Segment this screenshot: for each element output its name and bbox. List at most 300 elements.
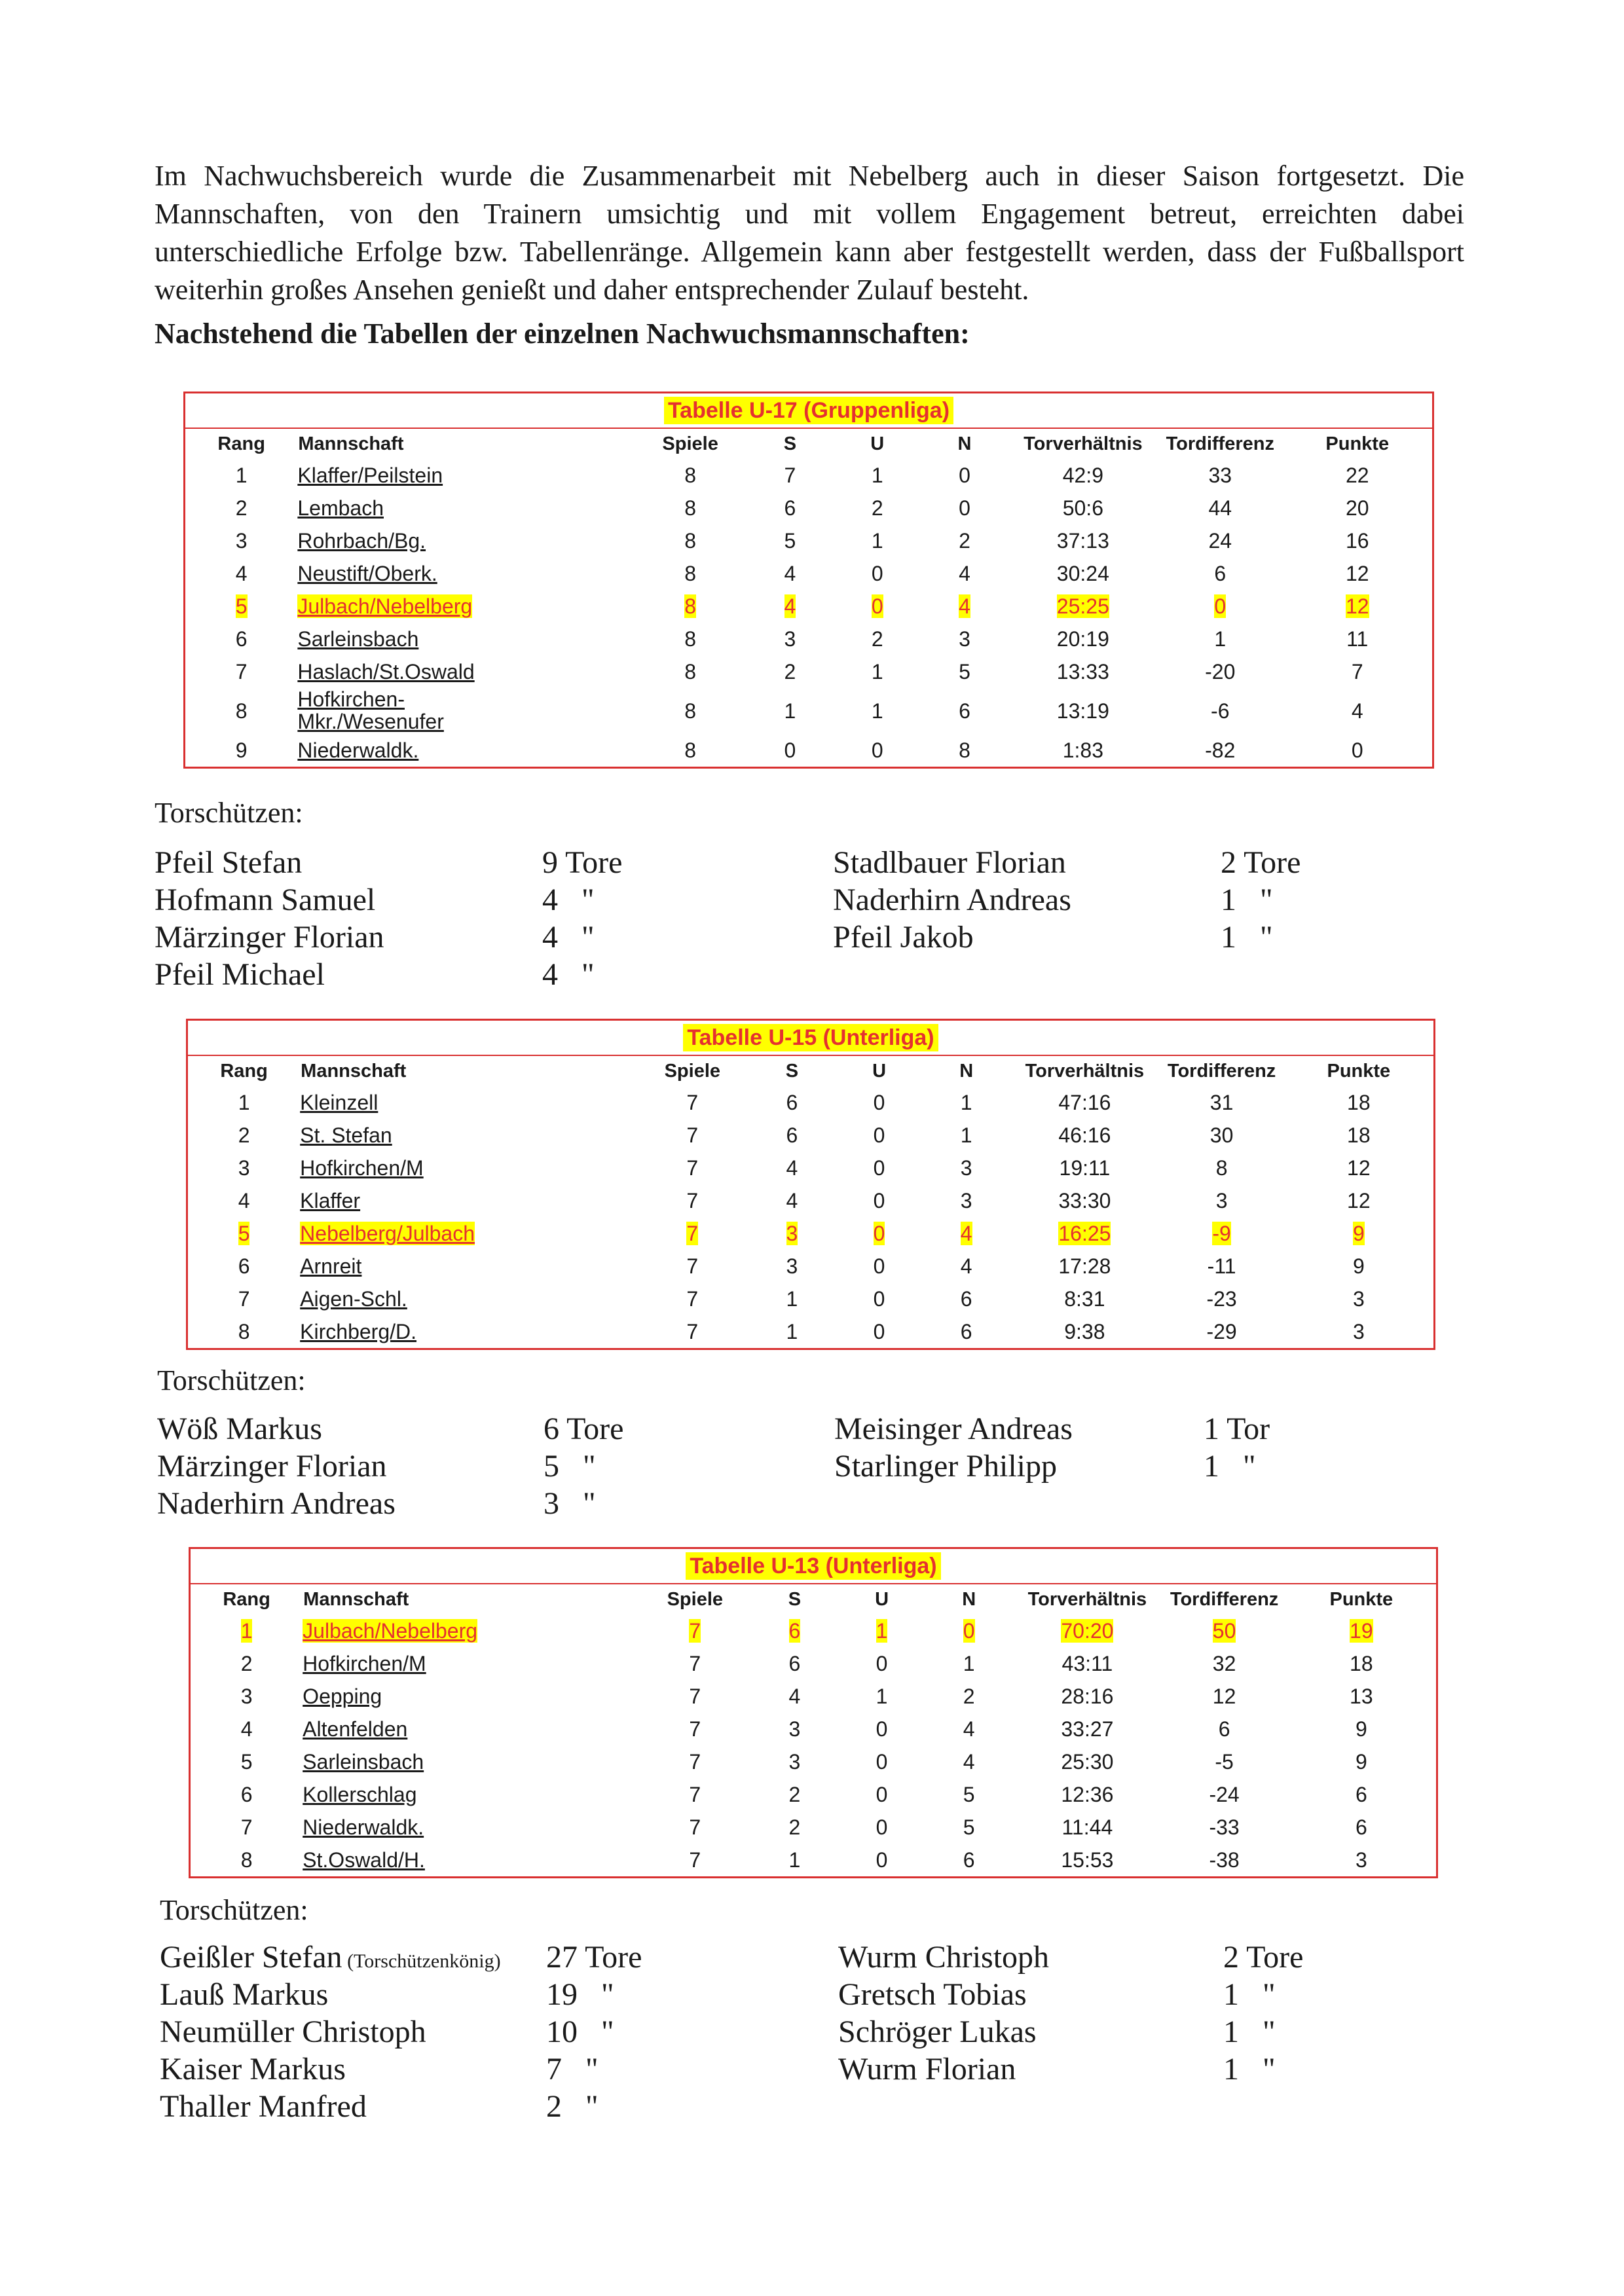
col-rang: 1 <box>238 1090 250 1114</box>
table-row <box>191 1778 1436 1811</box>
header-col-tore: Torverhältnis <box>1025 1060 1145 1082</box>
col-team: Niederwaldk. <box>297 738 419 762</box>
col-tore: 37:13 <box>1056 528 1109 553</box>
col-n: 4 <box>960 1221 972 1245</box>
col-rang: 2 <box>240 1651 253 1675</box>
col-n: 5 <box>963 1782 975 1806</box>
col-n: 2 <box>963 1684 975 1708</box>
col-s: 3 <box>786 1221 798 1245</box>
header-col-tore: Torverhältnis <box>1024 433 1143 454</box>
col-u: 0 <box>871 561 883 585</box>
col-tore: 70:20 <box>1061 1618 1114 1643</box>
col-tore: 11:44 <box>1061 1815 1113 1839</box>
standings-table <box>185 429 1432 767</box>
table-row <box>188 1283 1433 1315</box>
col-u: 0 <box>873 1286 885 1311</box>
scorer-goals: 4 " <box>542 920 595 955</box>
col-team: Hofkirchen/M <box>300 1156 424 1180</box>
col-s: 4 <box>788 1684 801 1708</box>
header-col-s: S <box>785 1060 799 1082</box>
table-title-text: Tabelle U-17 (Gruppenliga) <box>664 397 953 424</box>
col-diff: 24 <box>1208 528 1232 553</box>
table-row <box>185 524 1432 557</box>
col-spiele: 7 <box>686 1123 699 1147</box>
scorer-name: Wurm Christoph <box>838 1940 1050 1975</box>
col-n: 6 <box>963 1848 975 1872</box>
col-rang: 7 <box>240 1815 253 1839</box>
col-team: Arnreit <box>300 1254 362 1278</box>
scorer-goals: 2 Tore <box>1221 845 1301 880</box>
col-team: Kleinzell <box>300 1090 378 1114</box>
header-col-s: S <box>788 1588 802 1610</box>
col-rang: 6 <box>238 1254 250 1278</box>
table-row <box>185 655 1432 688</box>
table-row <box>191 1680 1436 1713</box>
standings-table <box>191 1584 1436 1876</box>
header-col-punkte: Punkte <box>1325 433 1390 454</box>
col-spiele: 7 <box>689 1684 701 1708</box>
col-punkte: 9 <box>1355 1749 1367 1774</box>
col-n: 6 <box>960 1319 972 1343</box>
col-u: 1 <box>876 1618 888 1643</box>
header-col-rang: Rang <box>217 433 265 454</box>
col-punkte: 18 <box>1350 1651 1373 1675</box>
col-tore: 13:19 <box>1056 699 1109 723</box>
scorer-goals: 4 " <box>542 883 595 917</box>
col-diff: 31 <box>1209 1090 1234 1114</box>
col-n: 4 <box>963 1717 975 1741</box>
header-col-u: U <box>870 433 885 454</box>
col-s: 5 <box>784 528 796 553</box>
scorer-goals: 1 " <box>1221 920 1273 955</box>
header-col-tore: Torverhältnis <box>1027 1588 1147 1610</box>
scorer-name: Gretsch Tobias <box>838 1977 1027 2012</box>
scorer-name: Schröger Lukas <box>838 2014 1037 2049</box>
header-col-team: Mannschaft <box>303 1588 409 1610</box>
col-s: 4 <box>784 594 796 618</box>
header-col-punkte: Punkte <box>1329 1588 1393 1610</box>
scorer-name: Märzinger Florian <box>157 1449 387 1484</box>
col-team: Neustift/Oberk. <box>297 561 437 585</box>
col-spiele: 8 <box>684 594 697 618</box>
table-row <box>191 1614 1436 1647</box>
col-team: St.Oswald/H. <box>303 1848 425 1872</box>
scorers-label: Torschützen: <box>155 797 303 829</box>
col-spiele: 7 <box>689 1717 701 1741</box>
table-u13 <box>189 1547 1438 1878</box>
col-rang: 5 <box>238 1221 250 1245</box>
col-n: 1 <box>960 1090 972 1114</box>
scorer-name: Pfeil Michael <box>155 957 325 992</box>
col-diff: -24 <box>1209 1782 1240 1806</box>
col-rang: 3 <box>235 528 248 553</box>
col-n: 0 <box>963 1618 975 1643</box>
col-punkte: 11 <box>1346 627 1369 651</box>
col-spiele: 7 <box>686 1188 699 1212</box>
col-n: 3 <box>960 1156 972 1180</box>
col-diff: 6 <box>1218 1717 1230 1741</box>
header-col-spiele: Spiele <box>667 1588 724 1610</box>
col-spiele: 7 <box>689 1651 701 1675</box>
col-s: 1 <box>784 699 796 723</box>
col-punkte: 12 <box>1345 561 1369 585</box>
col-tore: 46:16 <box>1058 1123 1111 1147</box>
table-title <box>185 393 1432 429</box>
col-rang: 5 <box>235 594 248 618</box>
scorer-name: Hofmann Samuel <box>155 883 376 917</box>
col-spiele: 7 <box>689 1749 701 1774</box>
col-diff: -6 <box>1211 699 1230 723</box>
standings-table <box>188 1056 1433 1348</box>
col-team: Julbach/Nebelberg <box>297 594 473 618</box>
col-tore: 9:38 <box>1064 1319 1105 1343</box>
col-rang: 6 <box>240 1782 253 1806</box>
scorer-goals: 6 Tore <box>544 1412 624 1446</box>
col-diff: -5 <box>1215 1749 1234 1774</box>
table-row <box>185 557 1432 590</box>
col-spiele: 7 <box>686 1254 699 1278</box>
col-s: 4 <box>786 1188 798 1212</box>
col-punkte: 3 <box>1355 1848 1367 1872</box>
col-s: 1 <box>786 1319 798 1343</box>
col-diff: -20 <box>1205 659 1236 683</box>
col-tore: 28:16 <box>1061 1684 1114 1708</box>
scorer-name: Kaiser Markus <box>160 2052 346 2086</box>
col-tore: 8:31 <box>1064 1286 1105 1311</box>
col-diff: -33 <box>1209 1815 1240 1839</box>
col-spiele: 7 <box>689 1815 701 1839</box>
col-spiele: 8 <box>684 496 697 520</box>
header-col-n: N <box>959 1060 974 1082</box>
col-spiele: 8 <box>684 699 697 723</box>
col-diff: 3 <box>1215 1188 1228 1212</box>
scorer-goals: 7 " <box>546 2052 599 2086</box>
col-spiele: 8 <box>684 659 697 683</box>
col-u: 2 <box>871 627 883 651</box>
col-diff: -11 <box>1207 1254 1236 1278</box>
col-rang: 2 <box>235 496 248 520</box>
header-col-team: Mannschaft <box>298 433 404 454</box>
col-u: 1 <box>871 528 883 553</box>
header-col-team: Mannschaft <box>301 1060 407 1082</box>
scorer-goals: 9 Tore <box>542 845 623 880</box>
col-s: 6 <box>788 1618 801 1643</box>
col-diff: -38 <box>1209 1848 1240 1872</box>
col-rang: 3 <box>238 1156 250 1180</box>
col-u: 0 <box>871 594 883 618</box>
scorers-label: Torschützen: <box>160 1894 308 1926</box>
col-s: 1 <box>786 1286 798 1311</box>
col-punkte: 7 <box>1351 659 1363 683</box>
col-spiele: 7 <box>686 1090 699 1114</box>
col-spiele: 7 <box>689 1782 701 1806</box>
scorer-name: Pfeil Stefan <box>155 845 303 880</box>
col-u: 0 <box>876 1717 888 1741</box>
col-team: Julbach/Nebelberg <box>303 1618 478 1643</box>
col-n: 2 <box>959 528 970 553</box>
col-diff: -82 <box>1205 738 1236 762</box>
col-s: 4 <box>786 1156 798 1180</box>
table-row <box>188 1086 1433 1119</box>
col-n: 0 <box>959 463 970 487</box>
section-heading: Nachstehend die Tabellen der einzelnen Nachwuchsmannschaften: <box>155 318 970 350</box>
scorer-goals: 1 " <box>1204 1449 1256 1484</box>
col-team: Kirchberg/D. <box>300 1319 417 1343</box>
col-rang: 7 <box>235 659 248 683</box>
scorer-goals: 27 Tore <box>546 1940 642 1975</box>
col-punkte: 12 <box>1347 1188 1371 1212</box>
col-u: 0 <box>876 1815 888 1839</box>
scorer-goals: 1 Tor <box>1204 1412 1270 1446</box>
header-col-punkte: Punkte <box>1327 1060 1391 1082</box>
header-col-s: S <box>783 433 797 454</box>
scorer-name: Pfeil Jakob <box>833 920 974 955</box>
col-team: Lembach <box>297 496 384 520</box>
col-s: 2 <box>788 1782 801 1806</box>
table-header-row <box>188 1056 1433 1086</box>
table-header-row <box>191 1584 1436 1614</box>
scorer-name: Thaller Manfred <box>160 2089 367 2124</box>
col-n: 3 <box>960 1188 972 1212</box>
col-rang: 8 <box>240 1848 253 1872</box>
col-team: Sarleinsbach <box>303 1749 424 1774</box>
col-u: 0 <box>873 1123 885 1147</box>
col-u: 1 <box>876 1684 888 1708</box>
col-tore: 15:53 <box>1061 1848 1114 1872</box>
col-s: 0 <box>784 738 796 762</box>
col-punkte: 0 <box>1351 738 1363 762</box>
col-punkte: 20 <box>1345 496 1369 520</box>
header-col-u: U <box>875 1588 889 1610</box>
col-punkte: 9 <box>1352 1221 1365 1245</box>
col-tore: 17:28 <box>1058 1254 1111 1278</box>
col-team: Hofkirchen/M <box>303 1651 426 1675</box>
scorer-name: Neumüller Christoph <box>160 2014 426 2049</box>
col-rang: 2 <box>238 1123 250 1147</box>
col-diff: 1 <box>1214 627 1227 651</box>
col-u: 0 <box>873 1319 885 1343</box>
col-tore: 13:33 <box>1056 659 1109 683</box>
col-s: 1 <box>788 1848 801 1872</box>
table-u15 <box>186 1019 1435 1350</box>
col-spiele: 7 <box>689 1848 701 1872</box>
table-row <box>191 1647 1436 1680</box>
table-row <box>191 1811 1436 1844</box>
col-team: Niederwaldk. <box>303 1815 424 1839</box>
col-diff: 50 <box>1212 1618 1236 1643</box>
col-n: 4 <box>960 1254 972 1278</box>
scorer-goals: 5 " <box>544 1449 596 1484</box>
scorer-goals: 19 " <box>546 1977 614 2012</box>
col-u: 1 <box>871 659 883 683</box>
scorer-goals: 2 " <box>546 2089 599 2124</box>
header-col-n: N <box>962 1588 976 1610</box>
col-punkte: 9 <box>1352 1254 1365 1278</box>
col-u: 0 <box>873 1156 885 1180</box>
col-rang: 1 <box>235 463 248 487</box>
col-tore: 12:36 <box>1061 1782 1114 1806</box>
table-row <box>185 590 1432 623</box>
col-n: 4 <box>959 561 970 585</box>
col-spiele: 7 <box>689 1618 701 1643</box>
col-spiele: 7 <box>686 1221 699 1245</box>
scorer-name: Lauß Markus <box>160 1977 329 2012</box>
col-tore: 25:30 <box>1061 1749 1114 1774</box>
col-diff: 44 <box>1208 496 1232 520</box>
col-tore: 25:25 <box>1056 594 1109 618</box>
table-title <box>191 1549 1436 1584</box>
scorer-name: Geißler Stefan (Torschützenkönig) <box>160 1940 501 1975</box>
col-u: 0 <box>876 1848 888 1872</box>
col-tore: 30:24 <box>1056 561 1109 585</box>
col-spiele: 8 <box>684 561 697 585</box>
scorer-name: Wöß Markus <box>157 1412 322 1446</box>
scorer-name: Wurm Florian <box>838 2052 1016 2086</box>
col-punkte: 4 <box>1351 699 1363 723</box>
col-punkte: 3 <box>1352 1319 1365 1343</box>
col-u: 0 <box>871 738 883 762</box>
col-team: St. Stefan <box>300 1123 392 1147</box>
col-diff: 30 <box>1209 1123 1234 1147</box>
scorer-goals: 10 " <box>546 2014 614 2049</box>
col-n: 5 <box>959 659 970 683</box>
col-n: 8 <box>959 738 970 762</box>
col-diff: -29 <box>1206 1319 1237 1343</box>
table-row <box>188 1184 1433 1217</box>
scorer-name: Stadlbauer Florian <box>833 845 1066 880</box>
table-title-text: Tabelle U-15 (Unterliga) <box>683 1024 938 1051</box>
col-u: 0 <box>876 1782 888 1806</box>
scorers-label: Torschützen: <box>157 1364 306 1396</box>
col-s: 3 <box>788 1749 801 1774</box>
col-team: Hofkirchen-Mkr./Wesenufer <box>297 687 444 733</box>
table-row <box>185 623 1432 655</box>
header-col-diff: Tordifferenz <box>1166 433 1274 454</box>
col-punkte: 18 <box>1347 1123 1371 1147</box>
col-spiele: 8 <box>684 463 697 487</box>
col-tore: 33:27 <box>1061 1717 1114 1741</box>
col-diff: 0 <box>1214 594 1227 618</box>
col-rang: 9 <box>235 738 248 762</box>
col-team: Altenfelden <box>303 1717 408 1741</box>
table-header-row <box>185 429 1432 459</box>
col-n: 5 <box>963 1815 975 1839</box>
col-rang: 4 <box>240 1717 253 1741</box>
table-row <box>191 1713 1436 1745</box>
header-col-rang: Rang <box>223 1588 270 1610</box>
table-title-text: Tabelle U-13 (Unterliga) <box>686 1552 940 1580</box>
col-tore: 47:16 <box>1058 1090 1111 1114</box>
col-spiele: 8 <box>684 528 697 553</box>
col-punkte: 9 <box>1355 1717 1367 1741</box>
col-punkte: 12 <box>1347 1156 1371 1180</box>
col-team: Klaffer <box>300 1188 361 1212</box>
scorer-name: Naderhirn Andreas <box>157 1486 396 1521</box>
col-spiele: 8 <box>684 738 697 762</box>
col-n: 6 <box>959 699 970 723</box>
col-u: 0 <box>876 1749 888 1774</box>
col-team: Oepping <box>303 1684 382 1708</box>
col-punkte: 6 <box>1355 1782 1367 1806</box>
col-s: 6 <box>788 1651 801 1675</box>
col-punkte: 22 <box>1345 463 1369 487</box>
col-s: 3 <box>786 1254 798 1278</box>
col-team: Klaffer/Peilstein <box>297 463 443 487</box>
col-punkte: 13 <box>1350 1684 1373 1708</box>
col-rang: 1 <box>240 1618 253 1643</box>
col-rang: 5 <box>240 1749 253 1774</box>
col-u: 0 <box>873 1090 885 1114</box>
col-n: 6 <box>960 1286 972 1311</box>
scorer-name: Meisinger Andreas <box>834 1412 1073 1446</box>
col-s: 7 <box>784 463 796 487</box>
col-s: 2 <box>784 659 796 683</box>
table-u17 <box>183 392 1434 769</box>
col-team: Kollerschlag <box>303 1782 417 1806</box>
col-rang: 4 <box>238 1188 250 1212</box>
col-s: 3 <box>784 627 796 651</box>
table-row <box>188 1250 1433 1283</box>
col-u: 0 <box>873 1254 885 1278</box>
header-col-n: N <box>957 433 972 454</box>
scorer-note: (Torschützenkönig) <box>342 1950 501 1972</box>
col-diff: -9 <box>1212 1221 1231 1245</box>
col-spiele: 8 <box>684 627 697 651</box>
col-punkte: 12 <box>1345 594 1369 618</box>
header-col-diff: Tordifferenz <box>1170 1588 1279 1610</box>
scorer-name: Starlinger Philipp <box>834 1449 1057 1484</box>
scorer-goals: 4 " <box>542 957 595 992</box>
table-title <box>188 1021 1433 1056</box>
col-tore: 33:30 <box>1058 1188 1111 1212</box>
col-n: 1 <box>963 1651 975 1675</box>
col-punkte: 18 <box>1347 1090 1371 1114</box>
col-s: 4 <box>784 561 796 585</box>
col-tore: 43:11 <box>1061 1651 1113 1675</box>
col-punkte: 19 <box>1350 1618 1373 1643</box>
col-tore: 50:6 <box>1062 496 1103 520</box>
intro-paragraph: Im Nachwuchsbereich wurde die Zusammenarbeit mit Nebelberg auch in dieser Saison fortgesetzt. Die Mannschaften, von den Trainern umsichtig und mit vollem Engagement betreut, erreichten dabei unterschiedliche Erfolge bzw. Tabellenränge. Allgemein kann aber festgestellt werden, dass der Fußballsport weiterhin großes Ansehen genießt und daher entsprechender Zulauf besteht. <box>155 160 1464 306</box>
table-row <box>188 1119 1433 1152</box>
scorer-name: Märzinger Florian <box>155 920 384 955</box>
col-team: Haslach/St.Oswald <box>297 659 475 683</box>
col-n: 3 <box>959 627 970 651</box>
col-u: 2 <box>871 496 883 520</box>
col-punkte: 3 <box>1352 1286 1365 1311</box>
col-rang: 8 <box>238 1319 250 1343</box>
header-col-rang: Rang <box>220 1060 268 1082</box>
table-row <box>188 1217 1433 1250</box>
col-s: 6 <box>786 1123 798 1147</box>
col-diff: 33 <box>1208 463 1232 487</box>
col-team: Rohrbach/Bg. <box>297 528 426 553</box>
col-rang: 6 <box>235 627 248 651</box>
col-punkte: 6 <box>1355 1815 1367 1839</box>
header-col-u: U <box>872 1060 887 1082</box>
col-rang: 4 <box>235 561 248 585</box>
table-row <box>185 734 1432 767</box>
table-row <box>191 1844 1436 1876</box>
table-row <box>188 1315 1433 1348</box>
scorer-goals: 1 " <box>1223 1977 1276 2012</box>
col-n: 4 <box>959 594 970 618</box>
col-n: 4 <box>963 1749 975 1774</box>
col-s: 6 <box>784 496 796 520</box>
col-rang: 8 <box>235 699 248 723</box>
col-u: 0 <box>876 1651 888 1675</box>
col-spiele: 7 <box>686 1156 699 1180</box>
col-team: Sarleinsbach <box>297 627 419 651</box>
